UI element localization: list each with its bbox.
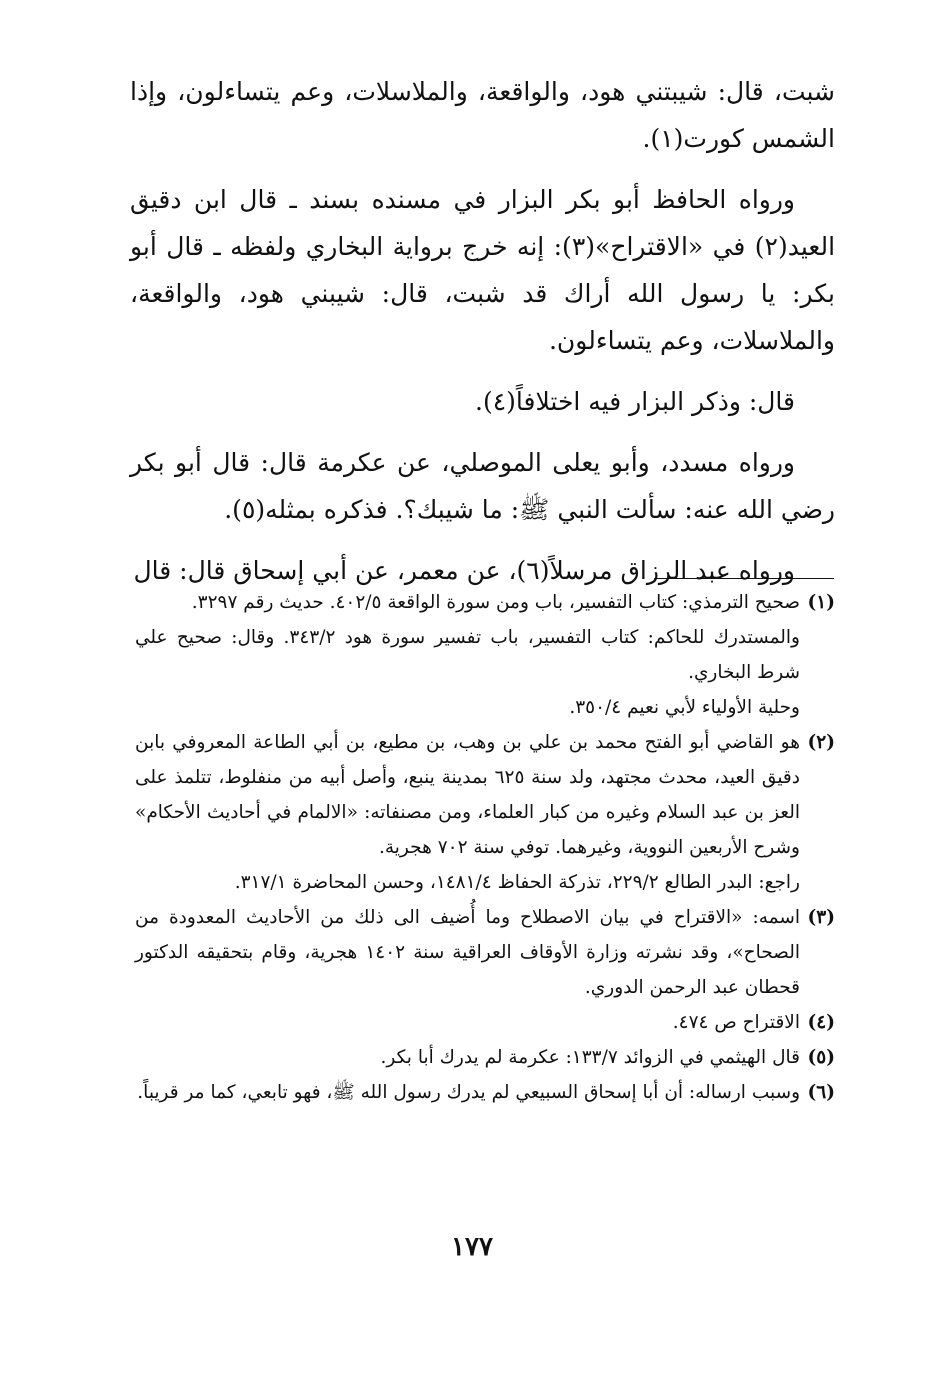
footnote-text: الاقتراح ص ٤٧٤.	[672, 1012, 800, 1033]
footnote-2-continuation: راجع: البدر الطالع ٢٢٩/٢، تذركة الحفاظ ١٤٨١/٤، وحسن المحاضرة ٣١٧/١.	[234, 872, 800, 893]
footnote-1-continuation: وحلية الأولياء لأبي نعيم ٣٥٠/٤.	[569, 697, 800, 718]
paragraph-3: قال: وذكر البزار فيه اختلافاً(٤).	[475, 387, 795, 416]
footnote-number: (١)	[807, 592, 835, 613]
paragraph-5: ورواه عبد الرزاق مرسلاً(٦)، عن معمر، عن أبي إسحاق قال: قال	[133, 556, 795, 585]
footnote-2	[135, 725, 835, 865]
footnote-text: صحيح الترمذي: كتاب التفسير، باب ومن سورة الواقعة ٤٠٢/٥. حديث رقم ٣٢٩٧.	[191, 592, 800, 613]
footnotes	[135, 585, 835, 1110]
page-number: ١٧٧	[451, 1232, 493, 1262]
footnote-text: اسمه: «الاقتراح في بيان الاصطلاح وما أُضيف الى ذلك من الأحاديث المعدودة من الصحاح»، وقد نشرته وزارة الأوقاف العراقية سنة ١٤٠٢ هجرية، وقام بتحقيقه الدكتور قحطان عبد الرحمن الدوري.	[135, 907, 800, 998]
footnote-text: قال الهيثمي في الزوائد ١٣٣/٧: عكرمة لم يدرك أبا بكر.	[380, 1047, 800, 1068]
footnote-4	[135, 1005, 835, 1040]
footnote-text: هو القاضي أبو الفتح محمد بن علي بن وهب، بن مطيع، بن أبي الطاعة المعروفي بابن دقيق العيد، محدث مجتهد، ولد سنة ٦٢٥ بمدينة ينبع، وأصل أبيه من منفلوط، تتلمذ على العز بن عبد السلام وغيره من كبار العلماء، ومن مصنفاته: «الالمام في أحاديث الأحكام» وشرح الأربعين النووية، وغيرهما. توفي سنة ٧٠٢ هجرية.	[135, 732, 801, 858]
paragraph-4: ورواه مسدد، وأبو يعلى الموصلي، عن عكرمة قال: قال أبو بكر رضي الله عنه: سألت النبي ﷺ: ما شيبك؟. فذكره بمثله(٥).	[130, 448, 835, 524]
paragraph-2: ورواه الحافظ أبو بكر البزار في مسنده بسند ـ قال ابن دقيق العيد(٢) في «الاقتراح»(٣): إنه خرج برواية البخاري ولفظه ـ قال أبو بكر: يا رسول الله أراك قد شبت، قال: شيبني هود، والواقعة، والملاسلات، وعم يتساءلون.	[130, 185, 836, 355]
paragraph-1: شبت، قال: شيبتني هود، والواقعة، والملاسلات، وعم يتساءلون، وإذا الشمس كورت(١).	[130, 77, 835, 153]
footnote-number: (٤)	[807, 1012, 835, 1033]
footnote-number: (٣)	[807, 907, 835, 928]
footnote-separator	[654, 578, 834, 579]
footnote-number: (٥)	[807, 1047, 835, 1068]
main-text	[130, 68, 835, 608]
footnote-6	[135, 1075, 835, 1110]
footnote-1	[135, 585, 835, 620]
footnote-number: (٦)	[807, 1082, 835, 1103]
footnote-5	[135, 1040, 835, 1075]
footnote-1-continuation: والمستدرك للحاكم: كتاب التفسير، باب تفسير سورة هود ٣٤٣/٢. وقال: صحيح علي شرط البخاري.	[135, 627, 800, 683]
footnote-text: وسبب ارساله: أن أبا إسحاق السبيعي لم يدرك رسول الله ﷺ، فهو تابعي، كما مر قريباً.	[137, 1082, 800, 1103]
footnote-number: (٢)	[807, 732, 835, 753]
footnote-3	[135, 900, 835, 1005]
